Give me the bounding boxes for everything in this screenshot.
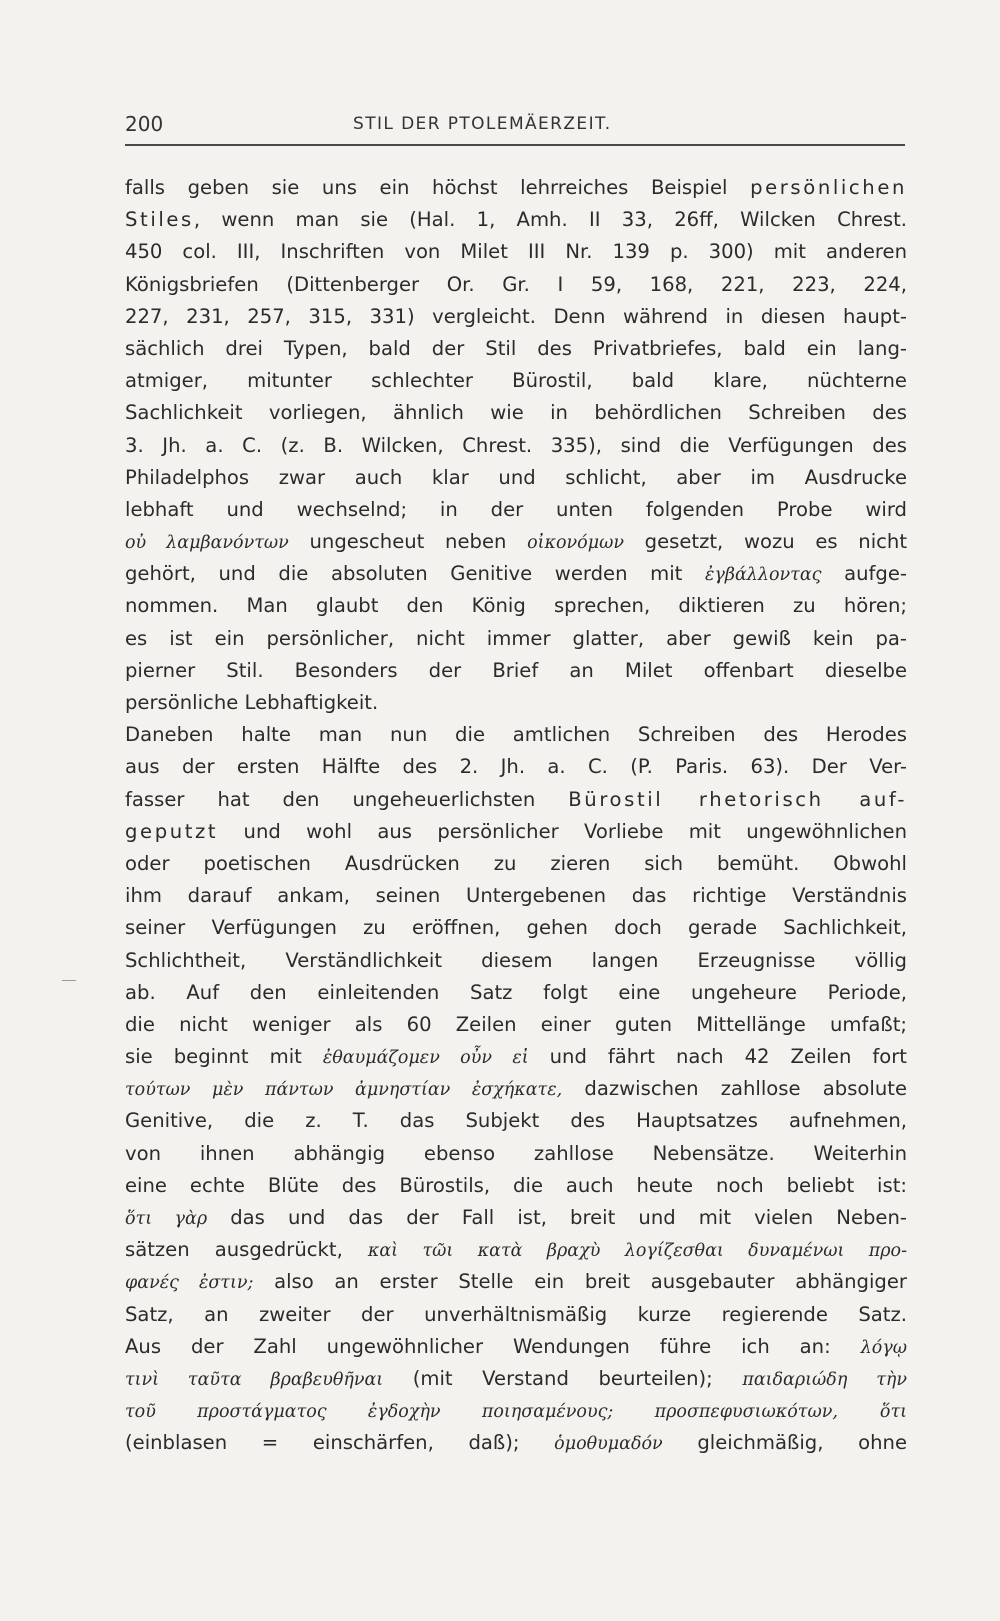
page-number: 200 xyxy=(125,112,164,136)
text-line: (einblasen = einschärfen, daß); ὁμοθυμαδόν gleichmäßig, ohne xyxy=(125,1431,907,1455)
text-line: φανές ἐστιν; also an erster Stelle ein breit ausgebauter abhängiger xyxy=(125,1270,907,1294)
text-line: die nicht weniger als 60 Zeilen einer guten Mittellänge umfaßt; xyxy=(125,1012,907,1036)
text-line: Aus der Zahl ungewöhnlicher Wendungen führe ich an: λόγῳ xyxy=(125,1334,907,1358)
running-head: STIL DER PTOLEMÄERZEIT. xyxy=(353,114,612,134)
text-line: gehört, und die absoluten Genitive werden mit ἐγβάλλοντας aufge- xyxy=(125,562,907,586)
text-line: von ihnen abhängig ebenso zahllose Nebensätze. Weiterhin xyxy=(125,1141,907,1165)
text-line: es ist ein persönlicher, nicht immer glatter, aber gewiß kein pa- xyxy=(125,626,907,650)
greek-phrase: καὶ τῶι κατὰ βραχὺ λογίζεσθαι δυναμένωι προ- xyxy=(367,1241,907,1262)
text-line: 227, 231, 257, 315, 331) vergleicht. Denn während in diesen haupt- xyxy=(125,304,907,328)
text-line: Königsbriefen (Dittenberger Or. Gr. I 59, 168, 221, 223, 224, xyxy=(125,272,907,296)
greek-phrase: ἐθαυμάζομεν οὖν εἰ xyxy=(322,1048,529,1069)
text-line: persönliche Lebhaftigkeit. xyxy=(125,691,379,714)
text-line: aus der ersten Hälfte des 2. Jh. a. C. (P. Paris. 63). Der Ver- xyxy=(125,755,907,779)
text-line: eine echte Blüte des Bürostils, die auch heute noch beliebt ist: xyxy=(125,1173,907,1197)
text-line: fasser hat den ungeheuerlichsten Bürostil rhetorisch auf- xyxy=(125,787,908,811)
text-line: geputzt und wohl aus persönlicher Vorliebe mit ungewöhnlichen xyxy=(125,819,907,843)
text-line xyxy=(125,1395,907,1427)
text-line: Satz, an zweiter der unverhältnismäßig kurze regierende Satz. xyxy=(125,1302,907,1326)
text-line: seiner Verfügungen zu eröffnen, gehen doch gerade Sachlichkeit, xyxy=(125,916,907,940)
text-line: ὅτι γὰρ das und das der Fall ist, breit und mit vielen Neben- xyxy=(125,1206,907,1229)
text-line: lebhaft und wechselnd; in der unten folgenden Probe wird xyxy=(125,497,907,521)
greek-phrase: λόγῳ xyxy=(860,1337,907,1358)
text-line: falls geben sie uns ein höchst lehrreiches Beispiel persönlichen xyxy=(125,176,907,199)
text-line: τινὶ ταῦτα βραβευθῆναι (mit Verstand beurteilen); παιδαριώδη τὴν xyxy=(125,1366,908,1390)
greek-phrase: τούτων μὲν πάντων ἀμνηστίαν ἐσχήκατε, xyxy=(125,1080,563,1101)
greek-phrase: ὅτι γὰρ xyxy=(125,1209,208,1229)
text-line: 450 col. III, Inschriften von Milet III Nr. 139 p. 300) mit anderen xyxy=(125,240,907,264)
text-line: sätzen ausgedrückt, καὶ τῶι κατὰ βραχὺ λογίζεσθαι δυναμένωι προ- xyxy=(125,1238,907,1262)
text-line: nommen. Man glaubt den König sprechen, diktieren zu hören; xyxy=(125,594,907,618)
text-line: Sachlichkeit vorliegen, ähnlich wie in behördlichen Schreiben des xyxy=(125,401,907,425)
text-line: Daneben halte man nun die amtlichen Schreiben des Herodes xyxy=(125,723,907,747)
text-line: Stiles, wenn man sie (Hal. 1, Amh. II 33, 26ff, Wilcken Chrest. xyxy=(125,208,907,232)
text-line: sächlich drei Typen, bald der Stil des Privatbriefes, bald ein lang- xyxy=(125,336,907,360)
greek-phrase: τινὶ ταῦτα βραβευθῆναι xyxy=(125,1369,384,1390)
greek-phrase: ἐγβάλλοντας xyxy=(705,565,822,586)
body-text xyxy=(125,172,907,1460)
header-rule xyxy=(125,144,905,146)
greek-phrase: τοῦ προστάγματος ἐγδοχὴν ποιησαμένους; προσπεφυσιωκότων, xyxy=(125,1402,838,1423)
margin-mark xyxy=(62,980,76,981)
text-line: Philadelphos zwar auch klar und schlicht, aber im Ausdrucke xyxy=(125,465,907,489)
greek-phrase: οὐ λαμβανόντων xyxy=(125,533,289,554)
greek-phrase: ὅτι xyxy=(879,1402,907,1423)
text-line: atmiger, mitunter schlechter Bürostil, bald klare, nüchterne xyxy=(125,369,907,393)
text-line: pierner Stil. Besonders der Brief an Milet offenbart dieselbe xyxy=(125,658,907,682)
text-line: 3. Jh. a. C. (z. B. Wilcken, Chrest. 335), sind die Verfügungen des xyxy=(125,433,907,457)
text-line: Schlichtheit, Verständlichkeit diesem langen Erzeugnisse völlig xyxy=(125,948,907,972)
text-line: τούτων μὲν πάντων ἀμνηστίαν ἐσχήκατε, dazwischen zahllose absolute xyxy=(125,1077,907,1101)
greek-phrase: φανές ἐστιν; xyxy=(125,1273,254,1294)
text-line: Genitive, die z. T. das Subjekt des Hauptsatzes aufnehmen, xyxy=(125,1109,907,1133)
greek-phrase: ὁμοθυμαδόν xyxy=(554,1434,663,1455)
text-line: οὐ λαμβανόντων ungescheut neben οἰκονόμων gesetzt, wozu es nicht xyxy=(125,530,908,554)
text-line: oder poetischen Ausdrücken zu zieren sich bemüht. Obwohl xyxy=(125,851,907,875)
text-line: ihm darauf ankam, seinen Untergebenen das richtige Verständnis xyxy=(125,884,907,908)
text-line: sie beginnt mit ἐθαυμάζομεν οὖν εἰ und fährt nach 42 Zeilen fort xyxy=(125,1045,907,1069)
text-line: ab. Auf den einleitenden Satz folgt eine ungeheure Periode, xyxy=(125,980,907,1004)
page-header xyxy=(125,112,905,142)
greek-phrase: οἰκονόμων xyxy=(527,533,624,554)
greek-phrase: παιδαριώδη τὴν xyxy=(742,1369,908,1390)
